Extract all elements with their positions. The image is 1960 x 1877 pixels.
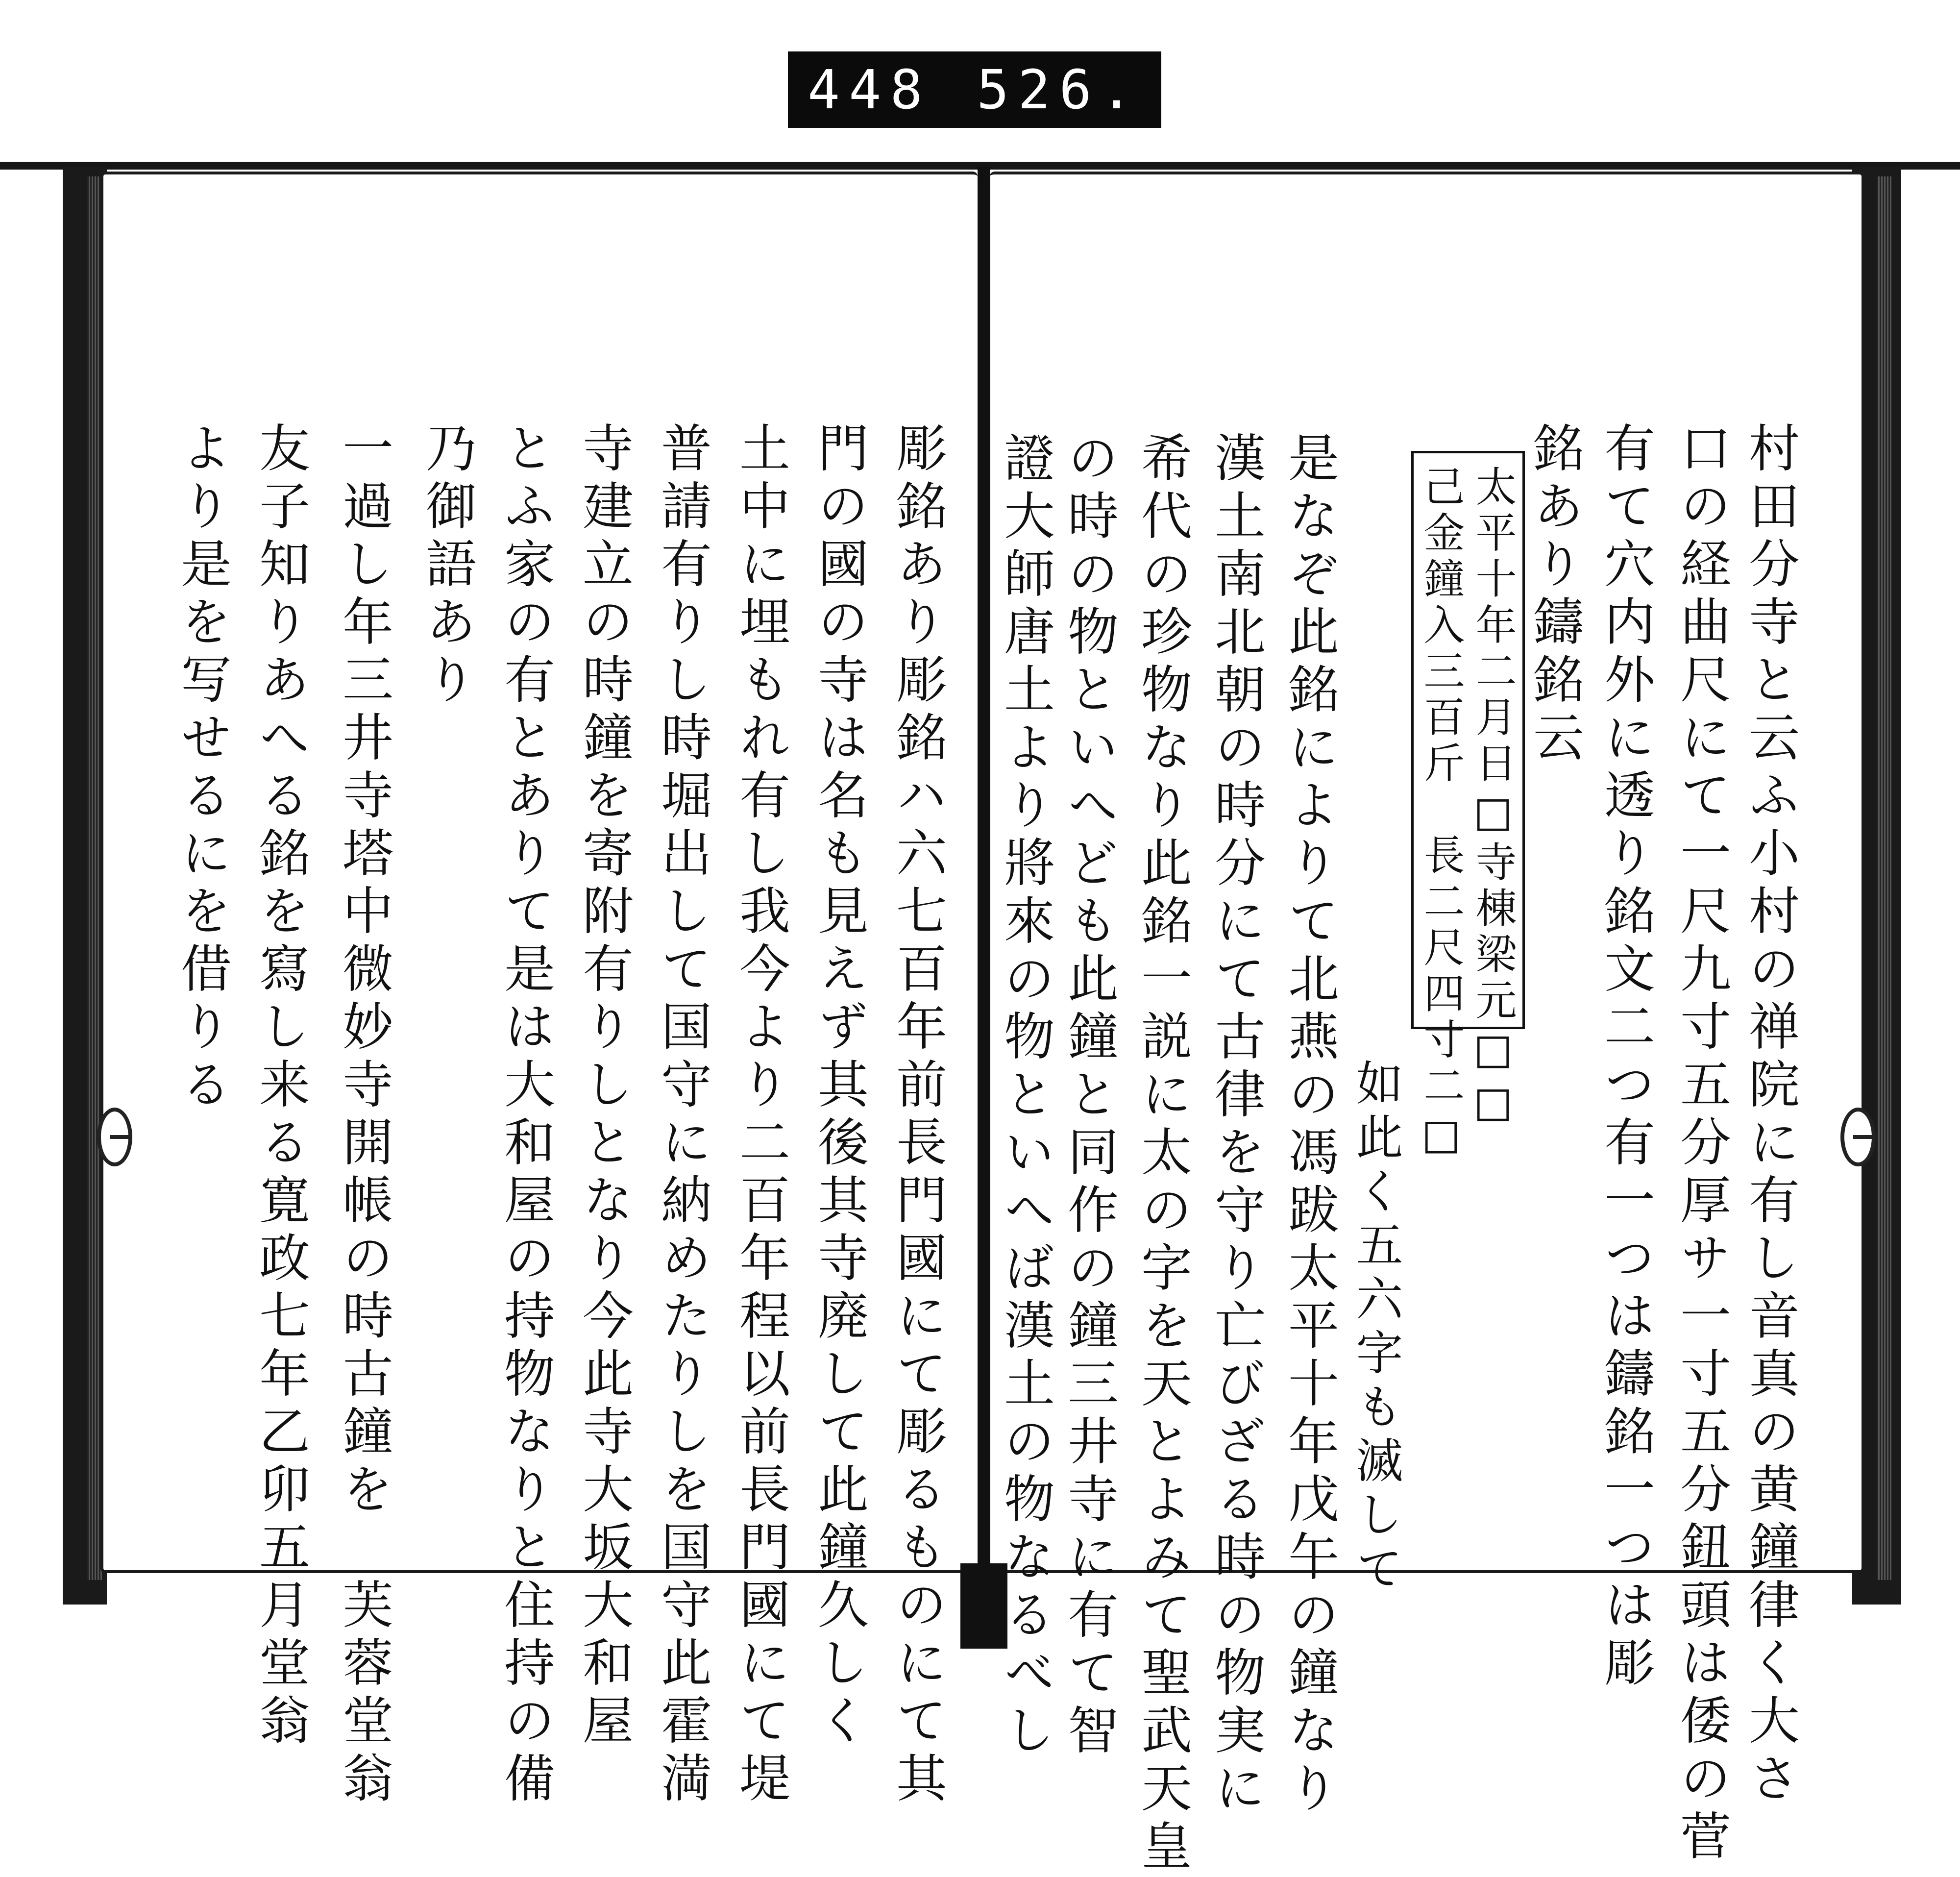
frame-number-left: 448 (808, 58, 931, 121)
left-col-7: 乃御語あり (417, 421, 477, 711)
right-col-7: 漢土南北朝の時分にて古律を守り亡びざる時の物実に (1206, 431, 1266, 1819)
right-col-6-visible: 是なぞ此銘によりて北燕の馮跋太平十年戊午の鐘なり (1279, 431, 1339, 1819)
binding-ring-left (97, 1108, 132, 1166)
right-col-9: の時の物といへども此鐘と同作の鐘三井寺に有て智 (1059, 431, 1119, 1761)
right-col-1: 村田分寺と云ふ小村の禅院に有し音真の黄鐘律く大さ (1740, 421, 1800, 1809)
right-col-5-visible: 如此く五六字も滅して (1348, 1059, 1403, 1598)
left-col-3: 土中に埋もれ有し我今より二百年程以前長門國にて堤 (731, 421, 790, 1809)
frame-number-label (788, 51, 1161, 128)
right-col-10: 證大師唐土より將來の物といへば漢土の物なるべし (995, 431, 1055, 1761)
right-col-8: 希代の珍物なり此銘一説に太の字を天とよみて聖武天皇 (1132, 431, 1192, 1877)
left-col-1: 彫銘あり彫銘ハ六七百年前長門國にて彫るものにて其 (887, 421, 947, 1809)
left-col-4: 普請有りし時堀出して国守に納めたりしを国守此霍満 (652, 421, 712, 1809)
right-cover-edge (1877, 176, 1891, 1580)
inscription-box (1411, 451, 1525, 1163)
left-col-2: 門の國の寺は名も見えず其後其寺廃して此鐘久しく (809, 421, 869, 1752)
binding-ring-right (1840, 1108, 1876, 1166)
left-cover-edge (87, 176, 102, 1580)
left-col-10: より是を写せるにを借りる (172, 421, 232, 1115)
right-col-4: 銘あり鑄銘云 (1524, 421, 1584, 768)
inscription-line-1: 太平十年二月日□寺棟梁元□□ (1469, 465, 1517, 1131)
right-col-3: 有て穴内外に透り銘文二つ有一つは鑄銘一つは彫 (1595, 421, 1655, 1694)
inscription-line-2: 己金鐘入三百斤 長二尺四寸二□ (1417, 465, 1465, 1163)
frame-number-right: 526. (977, 58, 1142, 121)
book-gutter (978, 167, 990, 1573)
left-col-6: とふ家の有とありて是は大和屋の持物なりと住持の備 (495, 421, 555, 1809)
right-col-2: 口の経曲尺にて一尺九寸五分厚サ一寸五分鈕頭は倭の菅 (1671, 421, 1731, 1867)
left-col-9: 友子知りあへる銘を寫し来る寛政七年乙卯五月堂翁 (250, 421, 310, 1752)
left-col-5: 寺建立の時鐘を寄附有りしとなり今此寺大坂大和屋 (574, 421, 634, 1752)
left-col-8: 一過し年三井寺塔中微妙寺開帳の時古鐘を 芙蓉堂翁 (334, 421, 393, 1809)
